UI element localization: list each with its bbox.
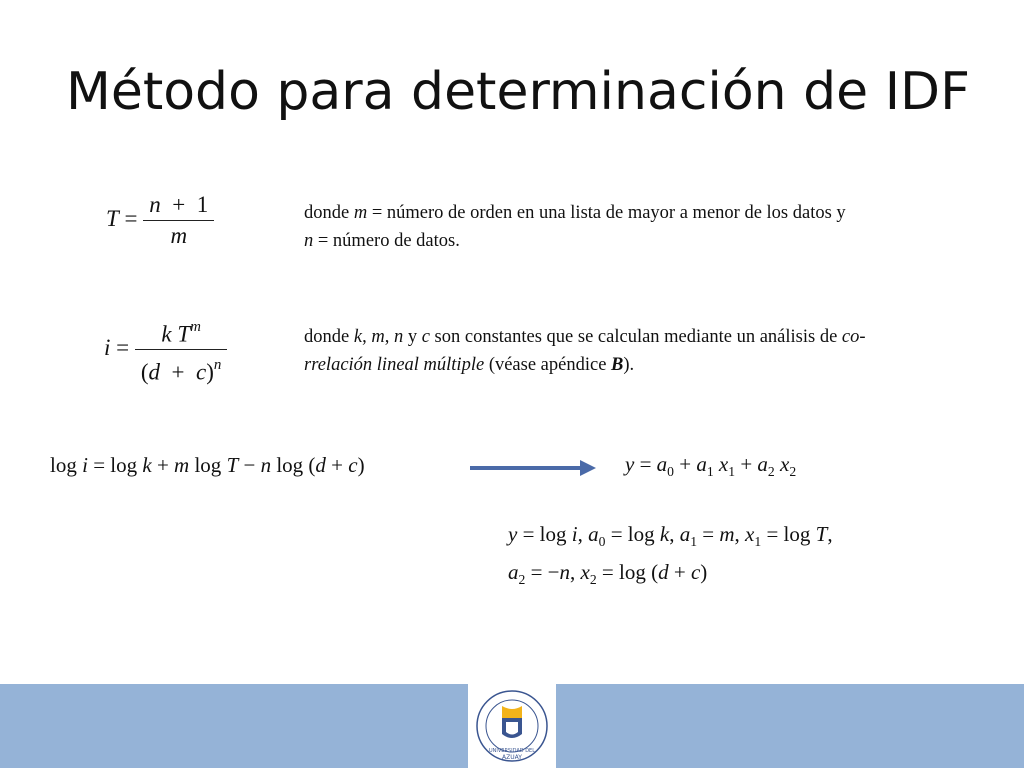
formula-lhs: i = — [104, 335, 130, 361]
svg-text:UNIVERSIDAD DEL: UNIVERSIDAD DEL — [489, 748, 535, 754]
formula-return-period-description — [304, 199, 846, 255]
slide-title: Método para determinación de IDF — [66, 62, 970, 122]
description-line-1: donde k, m, n y c son constantes que se calculan mediante un análisis de co- — [304, 327, 866, 347]
fraction — [143, 190, 214, 251]
formula-intensity — [104, 312, 227, 388]
formula-intensity-description — [304, 323, 866, 379]
formula-log-equation: log i = log k + m log T − n log (d + c) — [50, 453, 365, 477]
description-line-2: rrelación lineal múltiple (véase apéndice B). — [304, 355, 635, 375]
formula-return-period — [106, 190, 214, 251]
fraction-numerator: n + 1 — [149, 192, 209, 217]
definition-line-1: y = log i, $a_0 = \log k$, $a_1 = m$, $x_1 = \log T$, — [508, 522, 833, 549]
svg-text:AZUAY: AZUAY — [502, 754, 522, 761]
definition-line-2: $a_2 = -n$, $x_2 = \log (d + c)$ — [508, 559, 708, 587]
description-line-1: donde m = número de orden en una lista de mayor a menor de los datos y — [304, 203, 846, 223]
description-line-2: n = número de datos. — [304, 231, 460, 251]
university-seal-icon — [468, 684, 556, 768]
right-arrow-icon — [470, 456, 600, 480]
university-logo — [468, 684, 556, 768]
fraction-denominator: $(d + c)^n$ — [140, 357, 222, 385]
fraction-numerator: k $T^m$ — [161, 319, 201, 347]
fraction — [135, 312, 228, 388]
formula-variable-definitions — [508, 519, 833, 595]
formula-linear-model: $y = a_0 + a_1$ $x_1 + a_2$ $x_2$ — [625, 452, 797, 479]
formula-lhs: T = — [106, 205, 138, 231]
fraction-denominator: m — [170, 223, 188, 248]
